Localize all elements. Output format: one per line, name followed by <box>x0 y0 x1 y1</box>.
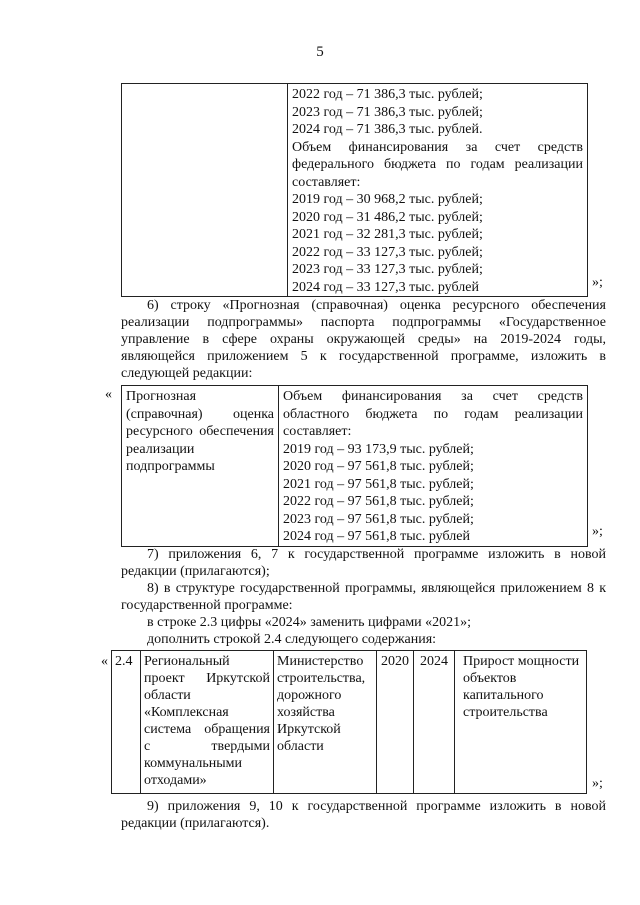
table-mid-left-label: Прогнозная (справочная) оценка ресурсного обеспечения реализации подпрограммы <box>126 389 274 474</box>
project-cell <box>141 651 274 794</box>
table-top-line: 2019 год – 30 968,2 тыс. рублей; <box>292 192 483 207</box>
table-mid-line: 2024 год – 97 561,8 тыс. рублей <box>283 529 470 544</box>
table-top-close-quote: »; <box>592 275 603 290</box>
item-8-line-2: дополнить строкой 2.4 следующего содержания: <box>147 632 437 647</box>
table-top-line: 2023 год – 71 386,3 тыс. рублей; <box>292 104 483 120</box>
table-top-line: 2022 год – 33 127,3 тыс. рублей; <box>292 244 483 260</box>
end-year-cell <box>414 651 455 794</box>
item-8-line-1: в строке 2.3 цифры «2024» заменить цифрами «2021»; <box>147 615 472 630</box>
start-year: 2020 <box>381 654 409 669</box>
table-mid-line: 2019 год – 93 173,9 тыс. рублей; <box>283 441 474 457</box>
table-mid-line: 2021 год – 97 561,8 тыс. рублей; <box>283 476 474 492</box>
table-top-line: 2024 год – 33 127,3 тыс. рублей <box>292 279 479 295</box>
end-year: 2024 <box>420 654 448 669</box>
table-top-line: 2023 год – 33 127,3 тыс. рублей; <box>292 262 483 277</box>
result-cell <box>455 651 587 794</box>
ministry-name: Министерство строительства, дорожного хозяйства Иркутской области <box>277 654 366 754</box>
item-7-paragraph: 7) приложения 6, 7 к государственной программе изложить в новой редакции (прилагаются); <box>121 547 606 579</box>
table-mid-open-quote: « <box>105 387 112 402</box>
table-mid-left-cell <box>122 386 279 547</box>
row-number-cell <box>112 651 141 794</box>
table-mid-line: 2023 год – 97 561,8 тыс. рублей; <box>283 511 474 527</box>
item-6-paragraph: 6) строку «Прогнозная (справочная) оценка ресурсного обеспечения реализации подпрограммы» паспорта подпрограммы «Государственное управление в сфере охраны окружающей среды» на 2019-2024 годы, являющейся приложением 5 к государственной программе, изложить в следующей редакции: <box>121 298 606 381</box>
table-bottom-open-quote: « <box>101 654 108 669</box>
table-top-line: 2022 год – 71 386,3 тыс. рублей; <box>292 87 483 102</box>
financing-table-mid <box>121 385 588 547</box>
table-mid-close-quote: »; <box>592 524 603 539</box>
table-top-line: 2020 год – 31 486,2 тыс. рублей; <box>292 209 483 225</box>
start-year-cell <box>377 651 414 794</box>
table-top-line: 2024 год – 71 386,3 тыс. рублей. <box>292 122 483 137</box>
table-mid-intro: Объем финансирования за счет средств областного бюджета по годам реализации составляет: <box>283 389 583 439</box>
table-mid-line: 2022 год – 97 561,8 тыс. рублей; <box>283 494 474 509</box>
table-top-right-cell <box>288 84 588 297</box>
table-mid-right-cell <box>279 386 588 547</box>
row-number: 2.4 <box>115 654 133 669</box>
item-8-paragraph: 8) в структуре государственной программы, являющейся приложением 8 к государственной программе: <box>121 581 606 613</box>
result-text: Прирост мощности объектов капитального строительства <box>463 654 580 720</box>
table-bottom-close-quote: »; <box>592 776 603 791</box>
table-top-federal-intro: Объем финансирования за счет средств федерального бюджета по годам реализации составляет: <box>292 139 583 190</box>
table-mid-line: 2020 год – 97 561,8 тыс. рублей; <box>283 459 474 474</box>
structure-table-row-2-4 <box>111 650 587 794</box>
table-top-line: 2021 год – 32 281,3 тыс. рублей; <box>292 227 483 242</box>
ministry-cell <box>274 651 377 794</box>
project-name: Региональный проект Иркутской области «Комплексная система обращения с твердыми коммунальными отходами» <box>144 654 270 788</box>
table-top-left-cell <box>122 84 288 297</box>
page-number: 5 <box>316 44 324 60</box>
item-9-paragraph: 9) приложения 9, 10 к государственной программе изложить в новой редакции (прилагаются). <box>121 799 606 831</box>
financing-table-top <box>121 83 588 297</box>
